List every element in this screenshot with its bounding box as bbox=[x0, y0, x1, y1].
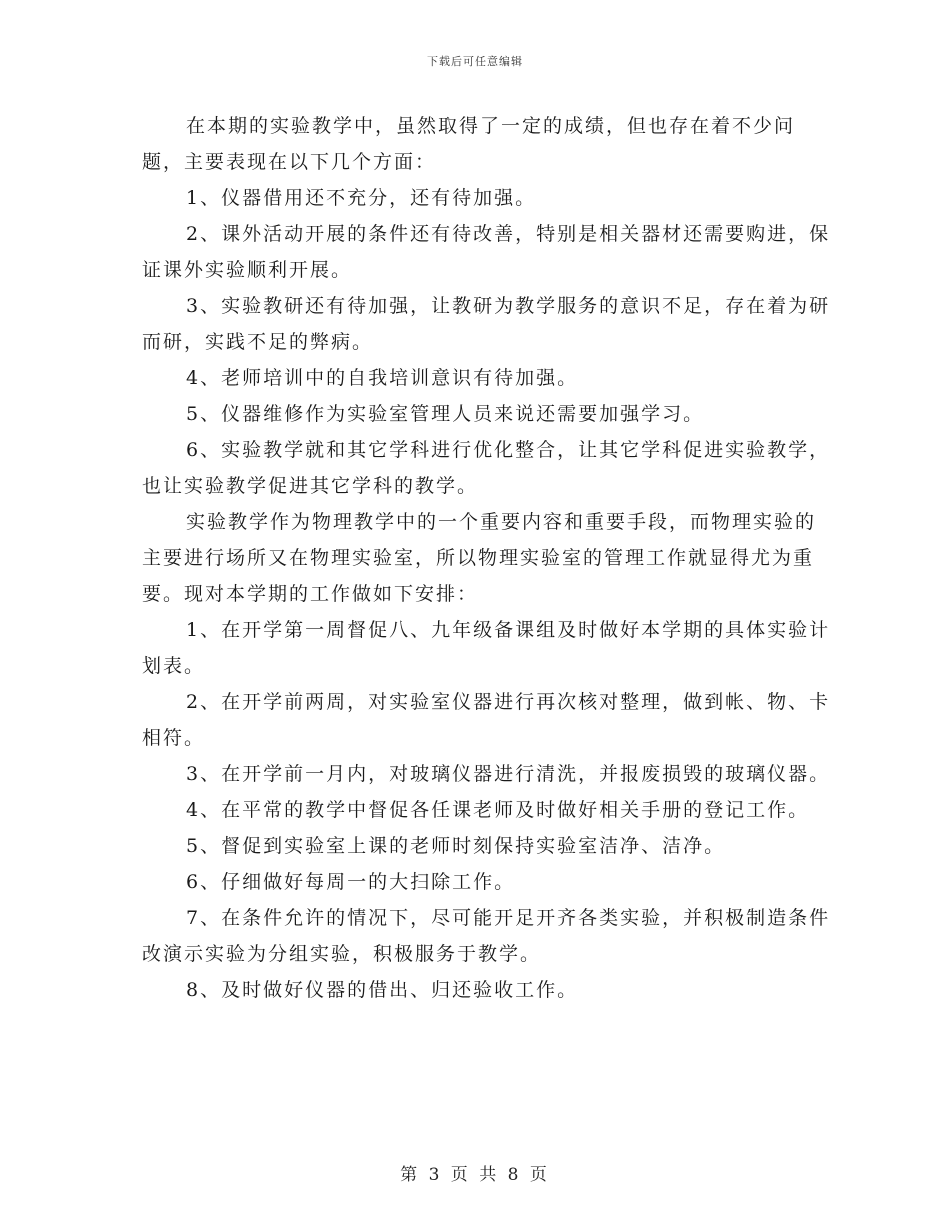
paragraph-intro: 在本期的实验教学中，虽然取得了一定的成绩，但也存在着不少问题，主要表现在以下几个方面： bbox=[142, 115, 796, 173]
issue-item-1: 1、仪器借用还不充分，还有待加强。 bbox=[186, 187, 537, 209]
issue-item-6: 6、实验教学就和其它学科进行优化整合，让其它学科促进实验教学，也让实验教学促进其它学科的教学。 bbox=[142, 439, 831, 497]
page-number: 第 3 页 共 8 页 bbox=[400, 1165, 550, 1185]
plan-item-8: 8、及时做好仪器的借出、归还验收工作。 bbox=[186, 979, 579, 1001]
document-body bbox=[142, 108, 832, 1008]
plan-item-6: 6、仔细做好每周一的大扫除工作。 bbox=[186, 871, 516, 893]
plan-item-4: 4、在平常的教学中督促各任课老师及时做好相关手册的登记工作。 bbox=[186, 799, 810, 821]
plan-item-1: 1、在开学第一周督促八、九年级备课组及时做好本学期的具体实验计划表。 bbox=[142, 619, 831, 677]
paragraph-plan-intro: 实验教学作为物理教学中的一个重要内容和重要手段，而物理实验的主要进行场所又在物理实验室，所以物理实验室的管理工作就显得尤为重要。现对本学期的工作做如下安排： bbox=[142, 511, 817, 605]
issue-item-2: 2、课外活动开展的条件还有待改善，特别是相关器材还需要购进，保证课外实验顺利开展。 bbox=[142, 223, 831, 281]
issue-item-4: 4、老师培训中的自我培训意识有待加强。 bbox=[186, 367, 579, 389]
plan-item-3: 3、在开学前一月内，对玻璃仪器进行清洗，并报废损毁的玻璃仪器。 bbox=[186, 763, 831, 785]
plan-item-2: 2、在开学前两周，对实验室仪器进行再次核对整理，做到帐、物、卡相符。 bbox=[142, 691, 831, 749]
issue-item-3: 3、实验教研还有待加强，让教研为教学服务的意识不足，存在着为研而研，实践不足的弊病。 bbox=[142, 295, 831, 353]
page-header-note: 下载后可任意编辑 bbox=[427, 55, 523, 68]
plan-item-5: 5、督促到实验室上课的老师时刻保持实验室洁净、洁净。 bbox=[186, 835, 726, 857]
issue-item-5: 5、仪器维修作为实验室管理人员来说还需要加强学习。 bbox=[186, 403, 705, 425]
plan-item-7: 7、在条件允许的情况下，尽可能开足开齐各类实验，并积极制造条件改演示实验为分组实验，积极服务于教学。 bbox=[142, 907, 831, 965]
